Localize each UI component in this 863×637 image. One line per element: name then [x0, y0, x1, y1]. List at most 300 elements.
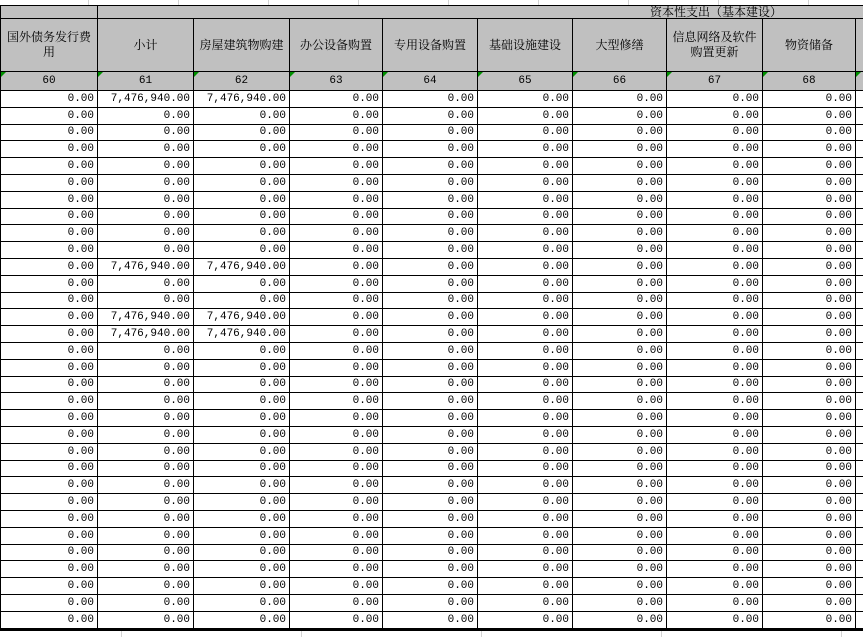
cell-r20-c63[interactable] [290, 410, 383, 426]
cell-r21-c67[interactable] [667, 427, 763, 443]
cell-r16-c61[interactable] [98, 343, 194, 359]
cell-r20-c66[interactable] [573, 410, 667, 426]
cell-r7-c67[interactable] [667, 192, 763, 208]
group-header-empty-cell[interactable] [1, 6, 98, 18]
cell-r26-partial[interactable] [856, 511, 863, 527]
cell-r32-c65[interactable] [478, 612, 573, 628]
cell-r19-c65[interactable] [478, 393, 573, 409]
cell-r28-partial[interactable] [856, 545, 863, 561]
cell-r25-c64[interactable] [383, 494, 478, 510]
cell-r3-partial[interactable] [856, 125, 863, 141]
cell-r14-c61[interactable] [98, 309, 194, 325]
cell-r14-c67[interactable] [667, 309, 763, 325]
column-number-partial[interactable] [856, 72, 863, 90]
column-number-61[interactable] [98, 72, 194, 90]
cell-r23-c66[interactable] [573, 461, 667, 477]
cell-r7-c63[interactable] [290, 192, 383, 208]
column-header-62[interactable] [194, 19, 290, 71]
cell-r3-c66[interactable] [573, 125, 667, 141]
cell-r29-c62[interactable] [194, 561, 290, 577]
cell-r1-partial[interactable] [856, 91, 863, 107]
cell-r17-c66[interactable] [573, 360, 667, 376]
cell-r7-c64[interactable] [383, 192, 478, 208]
cell-r12-c63[interactable] [290, 276, 383, 292]
cell-r20-c61[interactable] [98, 410, 194, 426]
cell-r25-c67[interactable] [667, 494, 763, 510]
cell-r26-c68[interactable] [763, 511, 856, 527]
cell-r14-c68[interactable] [763, 309, 856, 325]
cell-r16-c65[interactable] [478, 343, 573, 359]
cell-r12-c62[interactable] [194, 276, 290, 292]
cell-r27-partial[interactable] [856, 528, 863, 544]
cell-r14-c60[interactable] [1, 309, 98, 325]
cell-r10-c63[interactable] [290, 242, 383, 258]
cell-r21-c68[interactable] [763, 427, 856, 443]
cell-r30-c63[interactable] [290, 578, 383, 594]
cell-r10-partial[interactable] [856, 242, 863, 258]
cell-r21-c62[interactable] [194, 427, 290, 443]
cell-r4-c62[interactable] [194, 141, 290, 157]
cell-r25-c60[interactable] [1, 494, 98, 510]
cell-r27-c68[interactable] [763, 528, 856, 544]
cell-r9-partial[interactable] [856, 225, 863, 241]
cell-r8-c63[interactable] [290, 209, 383, 225]
cell-r4-c61[interactable] [98, 141, 194, 157]
cell-r1-c67[interactable] [667, 91, 763, 107]
cell-r29-c67[interactable] [667, 561, 763, 577]
cell-r9-c65[interactable] [478, 225, 573, 241]
cell-r6-c63[interactable] [290, 175, 383, 191]
cell-r25-c63[interactable] [290, 494, 383, 510]
column-number-62[interactable] [194, 72, 290, 90]
cell-r31-c60[interactable] [1, 595, 98, 611]
cell-r14-partial[interactable] [856, 309, 863, 325]
cell-r15-c61[interactable] [98, 326, 194, 342]
cell-r15-c63[interactable] [290, 326, 383, 342]
cell-r22-c68[interactable] [763, 444, 856, 460]
cell-r8-partial[interactable] [856, 209, 863, 225]
cell-r23-partial[interactable] [856, 461, 863, 477]
cell-r21-partial[interactable] [856, 427, 863, 443]
cell-r26-c63[interactable] [290, 511, 383, 527]
cell-r29-c66[interactable] [573, 561, 667, 577]
cell-r14-c64[interactable] [383, 309, 478, 325]
cell-r23-c68[interactable] [763, 461, 856, 477]
cell-r31-c61[interactable] [98, 595, 194, 611]
cell-r21-c60[interactable] [1, 427, 98, 443]
cell-r23-c61[interactable] [98, 461, 194, 477]
cell-r3-c65[interactable] [478, 125, 573, 141]
cell-r15-c62[interactable] [194, 326, 290, 342]
cell-r26-c65[interactable] [478, 511, 573, 527]
cell-r17-c67[interactable] [667, 360, 763, 376]
cell-r27-c60[interactable] [1, 528, 98, 544]
cell-r13-c66[interactable] [573, 293, 667, 309]
cell-r19-c66[interactable] [573, 393, 667, 409]
cell-r27-c62[interactable] [194, 528, 290, 544]
cell-r32-c60[interactable] [1, 612, 98, 628]
cell-r1-c63[interactable] [290, 91, 383, 107]
cell-r12-c68[interactable] [763, 276, 856, 292]
cell-r4-c63[interactable] [290, 141, 383, 157]
cell-r11-c63[interactable] [290, 259, 383, 275]
cell-r31-c62[interactable] [194, 595, 290, 611]
column-header-64[interactable] [383, 19, 478, 71]
cell-r22-c60[interactable] [1, 444, 98, 460]
cell-r7-c61[interactable] [98, 192, 194, 208]
cell-r26-c64[interactable] [383, 511, 478, 527]
cell-r19-c60[interactable] [1, 393, 98, 409]
cell-r6-c68[interactable] [763, 175, 856, 191]
cell-r12-c64[interactable] [383, 276, 478, 292]
cell-r12-c61[interactable] [98, 276, 194, 292]
cell-r11-c61[interactable] [98, 259, 194, 275]
cell-r11-c64[interactable] [383, 259, 478, 275]
cell-r10-c60[interactable] [1, 242, 98, 258]
cell-r6-c62[interactable] [194, 175, 290, 191]
cell-r30-c60[interactable] [1, 578, 98, 594]
cell-r24-c64[interactable] [383, 477, 478, 493]
cell-r20-c68[interactable] [763, 410, 856, 426]
cell-r7-c62[interactable] [194, 192, 290, 208]
cell-r17-c60[interactable] [1, 360, 98, 376]
cell-r28-c63[interactable] [290, 545, 383, 561]
cell-r31-c68[interactable] [763, 595, 856, 611]
cell-r23-c62[interactable] [194, 461, 290, 477]
column-header-65[interactable] [478, 19, 573, 71]
cell-r8-c68[interactable] [763, 209, 856, 225]
cell-r31-c63[interactable] [290, 595, 383, 611]
cell-r24-c68[interactable] [763, 477, 856, 493]
cell-r20-c60[interactable] [1, 410, 98, 426]
column-header-66[interactable] [573, 19, 667, 71]
cell-r31-c64[interactable] [383, 595, 478, 611]
cell-r11-c60[interactable] [1, 259, 98, 275]
cell-r23-c67[interactable] [667, 461, 763, 477]
cell-r12-partial[interactable] [856, 276, 863, 292]
cell-r5-c64[interactable] [383, 158, 478, 174]
cell-r5-c61[interactable] [98, 158, 194, 174]
cell-r22-c63[interactable] [290, 444, 383, 460]
cell-r9-c63[interactable] [290, 225, 383, 241]
cell-r28-c60[interactable] [1, 545, 98, 561]
cell-r27-c63[interactable] [290, 528, 383, 544]
cell-r30-c64[interactable] [383, 578, 478, 594]
cell-r1-c61[interactable] [98, 91, 194, 107]
cell-r3-c64[interactable] [383, 125, 478, 141]
cell-r13-c61[interactable] [98, 293, 194, 309]
cell-r14-c66[interactable] [573, 309, 667, 325]
cell-r3-c62[interactable] [194, 125, 290, 141]
cell-r17-c63[interactable] [290, 360, 383, 376]
cell-r2-c61[interactable] [98, 108, 194, 124]
cell-r26-c62[interactable] [194, 511, 290, 527]
cell-r3-c68[interactable] [763, 125, 856, 141]
cell-r29-c64[interactable] [383, 561, 478, 577]
cell-r3-c60[interactable] [1, 125, 98, 141]
cell-r19-c62[interactable] [194, 393, 290, 409]
cell-r6-c61[interactable] [98, 175, 194, 191]
cell-r9-c66[interactable] [573, 225, 667, 241]
column-header-61[interactable] [98, 19, 194, 71]
cell-r13-c60[interactable] [1, 293, 98, 309]
cell-r19-c64[interactable] [383, 393, 478, 409]
cell-r3-c61[interactable] [98, 125, 194, 141]
cell-r23-c63[interactable] [290, 461, 383, 477]
cell-r28-c65[interactable] [478, 545, 573, 561]
cell-r16-c62[interactable] [194, 343, 290, 359]
cell-r6-c65[interactable] [478, 175, 573, 191]
cell-r31-partial[interactable] [856, 595, 863, 611]
cell-r7-partial[interactable] [856, 192, 863, 208]
cell-r29-c68[interactable] [763, 561, 856, 577]
cell-r18-c64[interactable] [383, 377, 478, 393]
cell-r11-c62[interactable] [194, 259, 290, 275]
cell-r6-c66[interactable] [573, 175, 667, 191]
cell-r21-c64[interactable] [383, 427, 478, 443]
cell-r2-c62[interactable] [194, 108, 290, 124]
cell-r10-c65[interactable] [478, 242, 573, 258]
cell-r9-c67[interactable] [667, 225, 763, 241]
cell-r4-c64[interactable] [383, 141, 478, 157]
cell-r2-c68[interactable] [763, 108, 856, 124]
cell-r32-c63[interactable] [290, 612, 383, 628]
cell-r16-c68[interactable] [763, 343, 856, 359]
cell-r2-partial[interactable] [856, 108, 863, 124]
cell-r20-c67[interactable] [667, 410, 763, 426]
cell-r16-c60[interactable] [1, 343, 98, 359]
cell-r4-c68[interactable] [763, 141, 856, 157]
cell-r17-c61[interactable] [98, 360, 194, 376]
column-header-67[interactable] [667, 19, 763, 71]
cell-r25-c65[interactable] [478, 494, 573, 510]
cell-r21-c66[interactable] [573, 427, 667, 443]
cell-r5-c60[interactable] [1, 158, 98, 174]
cell-r9-c60[interactable] [1, 225, 98, 241]
cell-r4-partial[interactable] [856, 141, 863, 157]
cell-r10-c61[interactable] [98, 242, 194, 258]
cell-r4-c60[interactable] [1, 141, 98, 157]
cell-r10-c66[interactable] [573, 242, 667, 258]
cell-r31-c67[interactable] [667, 595, 763, 611]
cell-r25-c66[interactable] [573, 494, 667, 510]
cell-r32-c62[interactable] [194, 612, 290, 628]
cell-r30-c66[interactable] [573, 578, 667, 594]
cell-r12-c67[interactable] [667, 276, 763, 292]
cell-r23-c65[interactable] [478, 461, 573, 477]
cell-r2-c66[interactable] [573, 108, 667, 124]
column-header-partial[interactable] [856, 19, 863, 71]
cell-r8-c65[interactable] [478, 209, 573, 225]
cell-r20-c65[interactable] [478, 410, 573, 426]
cell-r15-c68[interactable] [763, 326, 856, 342]
cell-r11-c65[interactable] [478, 259, 573, 275]
cell-r30-c61[interactable] [98, 578, 194, 594]
cell-r21-c63[interactable] [290, 427, 383, 443]
cell-r9-c62[interactable] [194, 225, 290, 241]
cell-r5-c63[interactable] [290, 158, 383, 174]
cell-r9-c68[interactable] [763, 225, 856, 241]
cell-r28-c64[interactable] [383, 545, 478, 561]
cell-r15-c65[interactable] [478, 326, 573, 342]
cell-r29-c63[interactable] [290, 561, 383, 577]
cell-r15-c66[interactable] [573, 326, 667, 342]
cell-r11-c68[interactable] [763, 259, 856, 275]
cell-r32-c66[interactable] [573, 612, 667, 628]
cell-r5-c62[interactable] [194, 158, 290, 174]
cell-r1-c68[interactable] [763, 91, 856, 107]
cell-r32-c68[interactable] [763, 612, 856, 628]
column-number-66[interactable] [573, 72, 667, 90]
cell-r21-c65[interactable] [478, 427, 573, 443]
cell-r28-c61[interactable] [98, 545, 194, 561]
cell-r28-c67[interactable] [667, 545, 763, 561]
cell-r31-c66[interactable] [573, 595, 667, 611]
group-header-cell[interactable] [98, 6, 863, 18]
cell-r25-c68[interactable] [763, 494, 856, 510]
column-number-65[interactable] [478, 72, 573, 90]
cell-r22-c66[interactable] [573, 444, 667, 460]
cell-r4-c66[interactable] [573, 141, 667, 157]
cell-r20-partial[interactable] [856, 410, 863, 426]
cell-r2-c63[interactable] [290, 108, 383, 124]
cell-r19-c61[interactable] [98, 393, 194, 409]
cell-r3-c67[interactable] [667, 125, 763, 141]
cell-r29-partial[interactable] [856, 561, 863, 577]
cell-r20-c62[interactable] [194, 410, 290, 426]
cell-r18-c68[interactable] [763, 377, 856, 393]
cell-r13-c67[interactable] [667, 293, 763, 309]
cell-r28-c68[interactable] [763, 545, 856, 561]
cell-r12-c66[interactable] [573, 276, 667, 292]
cell-r13-partial[interactable] [856, 293, 863, 309]
column-number-64[interactable] [383, 72, 478, 90]
cell-r13-c63[interactable] [290, 293, 383, 309]
cell-r18-c67[interactable] [667, 377, 763, 393]
cell-r17-partial[interactable] [856, 360, 863, 376]
cell-r17-c62[interactable] [194, 360, 290, 376]
cell-r18-partial[interactable] [856, 377, 863, 393]
cell-r32-c61[interactable] [98, 612, 194, 628]
cell-r18-c60[interactable] [1, 377, 98, 393]
cell-r8-c62[interactable] [194, 209, 290, 225]
cell-r16-c66[interactable] [573, 343, 667, 359]
cell-r6-c67[interactable] [667, 175, 763, 191]
cell-r27-c65[interactable] [478, 528, 573, 544]
cell-r13-c64[interactable] [383, 293, 478, 309]
cell-r23-c64[interactable] [383, 461, 478, 477]
cell-r1-c62[interactable] [194, 91, 290, 107]
cell-r14-c62[interactable] [194, 309, 290, 325]
column-header-68[interactable] [763, 19, 856, 71]
cell-r27-c61[interactable] [98, 528, 194, 544]
cell-r24-partial[interactable] [856, 477, 863, 493]
cell-r14-c65[interactable] [478, 309, 573, 325]
cell-r7-c60[interactable] [1, 192, 98, 208]
cell-r12-c65[interactable] [478, 276, 573, 292]
cell-r26-c61[interactable] [98, 511, 194, 527]
column-header-63[interactable] [290, 19, 383, 71]
cell-r19-c68[interactable] [763, 393, 856, 409]
cell-r32-c64[interactable] [383, 612, 478, 628]
cell-r26-c60[interactable] [1, 511, 98, 527]
cell-r28-c62[interactable] [194, 545, 290, 561]
cell-r1-c65[interactable] [478, 91, 573, 107]
cell-r6-c60[interactable] [1, 175, 98, 191]
cell-r30-c67[interactable] [667, 578, 763, 594]
cell-r19-c67[interactable] [667, 393, 763, 409]
column-number-68[interactable] [763, 72, 856, 90]
cell-r9-c64[interactable] [383, 225, 478, 241]
cell-r17-c65[interactable] [478, 360, 573, 376]
cell-r19-c63[interactable] [290, 393, 383, 409]
cell-r25-c61[interactable] [98, 494, 194, 510]
cell-r26-c67[interactable] [667, 511, 763, 527]
cell-r18-c65[interactable] [478, 377, 573, 393]
cell-r7-c66[interactable] [573, 192, 667, 208]
cell-r24-c65[interactable] [478, 477, 573, 493]
cell-r14-c63[interactable] [290, 309, 383, 325]
cell-r15-c67[interactable] [667, 326, 763, 342]
cell-r12-c60[interactable] [1, 276, 98, 292]
cell-r17-c64[interactable] [383, 360, 478, 376]
cell-r24-c67[interactable] [667, 477, 763, 493]
cell-r27-c67[interactable] [667, 528, 763, 544]
cell-r27-c66[interactable] [573, 528, 667, 544]
cell-r22-c62[interactable] [194, 444, 290, 460]
cell-r11-partial[interactable] [856, 259, 863, 275]
cell-r31-c65[interactable] [478, 595, 573, 611]
cell-r15-c64[interactable] [383, 326, 478, 342]
cell-r3-c63[interactable] [290, 125, 383, 141]
cell-r2-c67[interactable] [667, 108, 763, 124]
cell-r22-c64[interactable] [383, 444, 478, 460]
cell-r11-c67[interactable] [667, 259, 763, 275]
cell-r1-c66[interactable] [573, 91, 667, 107]
cell-r27-c64[interactable] [383, 528, 478, 544]
cell-r5-c67[interactable] [667, 158, 763, 174]
cell-r24-c60[interactable] [1, 477, 98, 493]
cell-r7-c65[interactable] [478, 192, 573, 208]
cell-r11-c66[interactable] [573, 259, 667, 275]
cell-r25-partial[interactable] [856, 494, 863, 510]
cell-r24-c63[interactable] [290, 477, 383, 493]
column-number-60[interactable] [1, 72, 98, 90]
cell-r4-c67[interactable] [667, 141, 763, 157]
cell-r24-c66[interactable] [573, 477, 667, 493]
cell-r5-c68[interactable] [763, 158, 856, 174]
cell-r8-c67[interactable] [667, 209, 763, 225]
cell-r29-c61[interactable] [98, 561, 194, 577]
cell-r30-c62[interactable] [194, 578, 290, 594]
cell-r4-c65[interactable] [478, 141, 573, 157]
column-number-63[interactable] [290, 72, 383, 90]
cell-r8-c60[interactable] [1, 209, 98, 225]
cell-r21-c61[interactable] [98, 427, 194, 443]
cell-r16-partial[interactable] [856, 343, 863, 359]
cell-r23-c60[interactable] [1, 461, 98, 477]
cell-r30-partial[interactable] [856, 578, 863, 594]
cell-r6-c64[interactable] [383, 175, 478, 191]
cell-r10-c68[interactable] [763, 242, 856, 258]
cell-r5-partial[interactable] [856, 158, 863, 174]
cell-r13-c62[interactable] [194, 293, 290, 309]
cell-r15-c60[interactable] [1, 326, 98, 342]
cell-r13-c68[interactable] [763, 293, 856, 309]
cell-r30-c65[interactable] [478, 578, 573, 594]
cell-r30-c68[interactable] [763, 578, 856, 594]
cell-r2-c64[interactable] [383, 108, 478, 124]
